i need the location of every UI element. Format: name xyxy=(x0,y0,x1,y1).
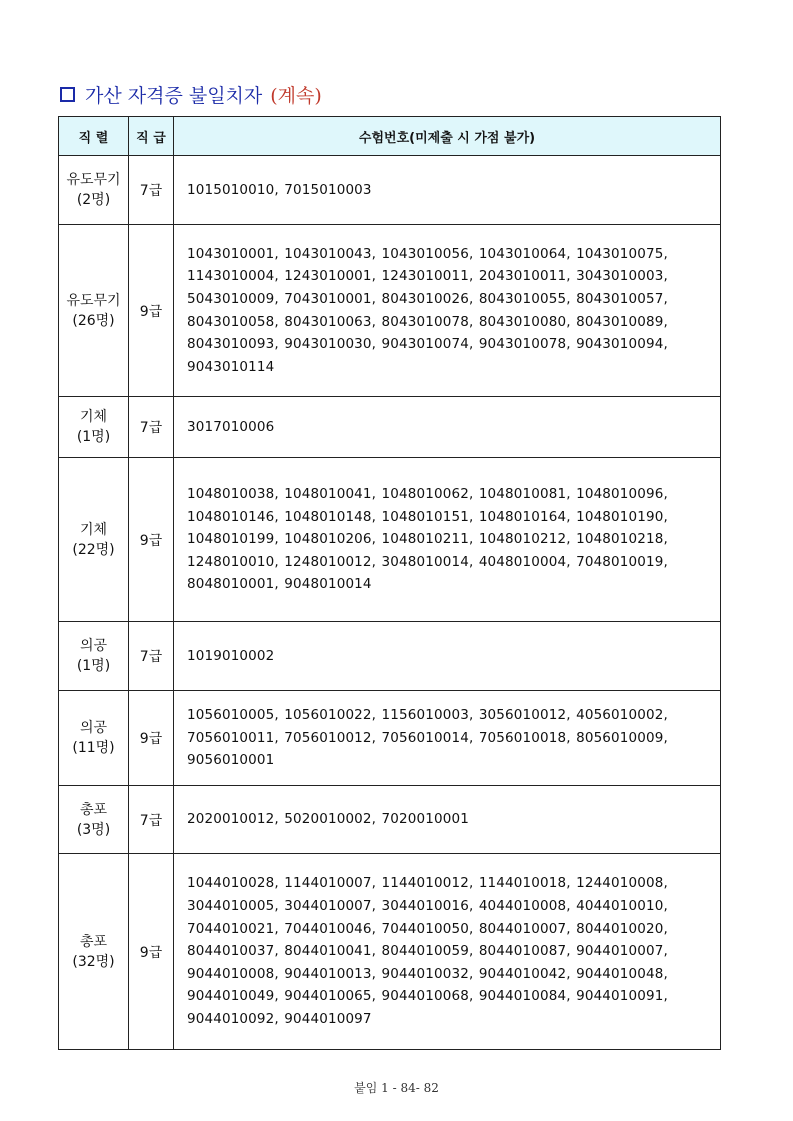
section-heading xyxy=(60,81,322,107)
table-row xyxy=(59,691,721,786)
exam-numbers-cell: 1048010038, 1048010041, 1048010062, 1048010081, 1048010096, 1048010146, 1048010148, 1048010151, 1048010164, 1048010190, 1048010199, 1048010206, 1048010211, 1048010212, 1048010218, 1248010010, 1248010012, 3048010014, 4048010004, 7048010019, 8048010001, 9048010014 xyxy=(174,458,721,622)
exam-numbers-cell: 3017010006 xyxy=(174,397,721,458)
job-cell xyxy=(59,854,129,1050)
job-count: (3명) xyxy=(76,821,111,838)
table-row xyxy=(59,458,721,622)
grade-cell: 7급 xyxy=(129,397,174,458)
job-cell xyxy=(59,397,129,458)
job-cell xyxy=(59,156,129,225)
table-row xyxy=(59,156,721,225)
job-name: 기체 xyxy=(79,521,108,538)
job-count: (22명) xyxy=(72,541,115,558)
table-row xyxy=(59,225,721,397)
header-grade: 직 급 xyxy=(129,117,174,156)
page-number: 붙임 1 - 84- 82 xyxy=(354,1081,439,1095)
job-cell xyxy=(59,225,129,397)
job-count: (32명) xyxy=(72,953,115,970)
section-title: 가산 자격증 불일치자 xyxy=(85,84,263,107)
job-count: (11명) xyxy=(72,740,115,756)
section-subtitle: (계속) xyxy=(270,84,322,107)
grade-cell: 9급 xyxy=(129,691,174,786)
checkbox-square-icon xyxy=(60,87,75,102)
job-count: (26명) xyxy=(72,312,115,329)
grade-cell: 7급 xyxy=(129,156,174,225)
job-count: (1명) xyxy=(76,658,111,674)
grade-cell: 7급 xyxy=(129,622,174,691)
applicant-table xyxy=(58,116,721,1050)
job-count: (1명) xyxy=(76,429,111,445)
job-name: 의공 xyxy=(79,638,108,654)
job-cell xyxy=(59,786,129,854)
job-count: (2명) xyxy=(76,192,111,208)
grade-cell: 9급 xyxy=(129,458,174,622)
job-name: 유도무기 xyxy=(66,172,121,188)
job-cell xyxy=(59,622,129,691)
exam-numbers-cell: 1044010028, 1144010007, 1144010012, 1144010018, 1244010008, 3044010005, 3044010007, 3044010016, 4044010008, 4044010010, 7044010021, 7044010046, 7044010050, 8044010007, 8044010020, 8044010037, 8044010041, 8044010059, 8044010087, 9044010007, 9044010008, 9044010013, 9044010032, 9044010042, 9044010048, 9044010049, 9044010065, 9044010068, 9044010084, 9044010091, 9044010092, 9044010097 xyxy=(174,854,721,1050)
table-header-row xyxy=(59,117,721,156)
grade-cell: 9급 xyxy=(129,854,174,1050)
table-row xyxy=(59,622,721,691)
job-cell xyxy=(59,458,129,622)
exam-numbers-cell: 1056010005, 1056010022, 1156010003, 3056010012, 4056010002, 7056010011, 7056010012, 7056010014, 7056010018, 8056010009, 9056010001 xyxy=(174,691,721,786)
table-row xyxy=(59,786,721,854)
job-name: 유도무기 xyxy=(66,292,121,309)
job-cell xyxy=(59,691,129,786)
header-job: 직 렬 xyxy=(59,117,129,156)
exam-numbers-cell: 1019010002 xyxy=(174,622,721,691)
grade-cell: 7급 xyxy=(129,786,174,854)
exam-numbers-cell: 2020010012, 5020010002, 7020010001 xyxy=(174,786,721,854)
job-name: 총포 xyxy=(79,801,108,818)
exam-numbers-cell: 1043010001, 1043010043, 1043010056, 1043010064, 1043010075, 1143010004, 1243010001, 1243010011, 2043010011, 3043010003, 5043010009, 7043010001, 8043010026, 8043010055, 8043010057, 8043010058, 8043010063, 8043010078, 8043010080, 8043010089, 8043010093, 9043010030, 9043010074, 9043010078, 9043010094, 9043010114 xyxy=(174,225,721,397)
job-name: 의공 xyxy=(79,720,108,736)
table-row xyxy=(59,854,721,1050)
table-row xyxy=(59,397,721,458)
header-numbers: 수험번호(미제출 시 가점 불가) xyxy=(174,117,721,156)
job-name: 기체 xyxy=(79,409,108,425)
exam-numbers-cell: 1015010010, 7015010003 xyxy=(174,156,721,225)
grade-cell: 9급 xyxy=(129,225,174,397)
job-name: 총포 xyxy=(79,933,108,950)
